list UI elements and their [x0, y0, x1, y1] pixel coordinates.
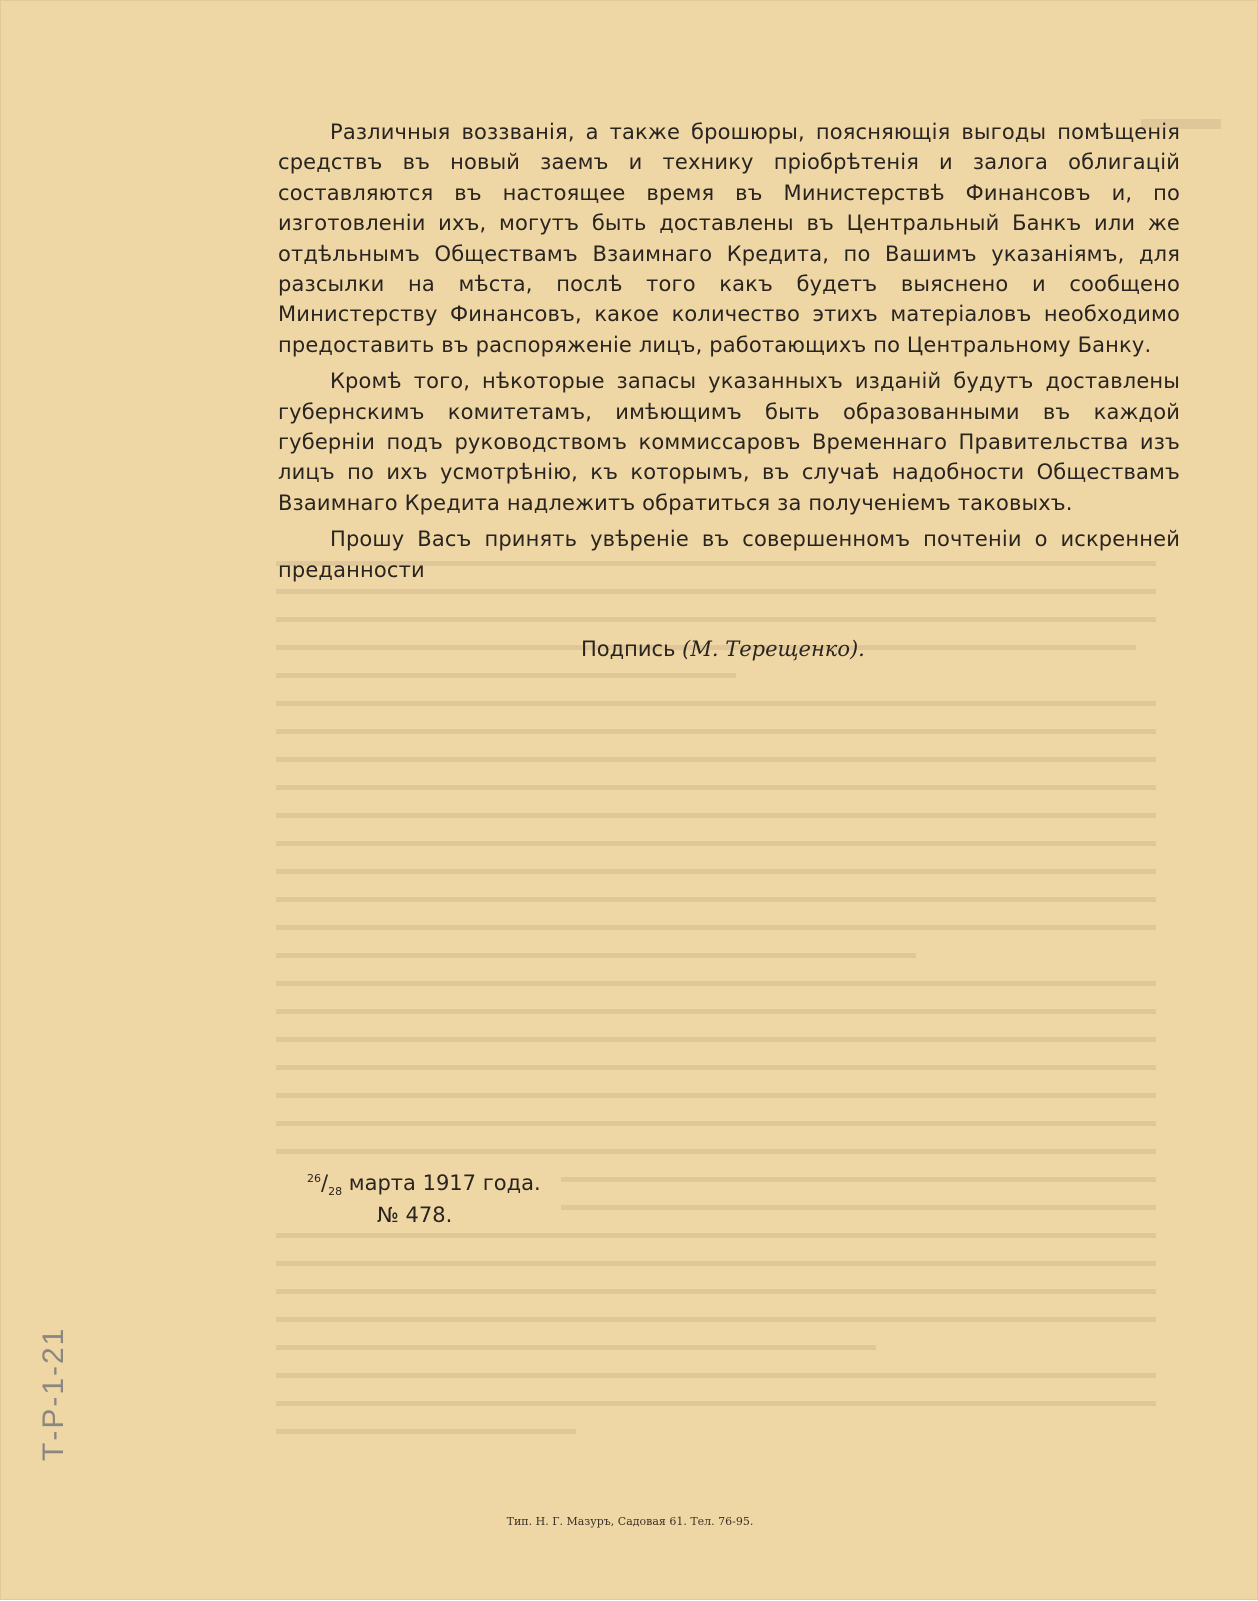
date-day-bottom: 28: [328, 1185, 343, 1199]
printer-imprint: Тип. Н. Г. Мазуръ, Садовая 61. Тел. 76-95.: [506, 1515, 754, 1528]
archive-mark-handwritten: Т-Р-1-21: [37, 1326, 70, 1461]
signature-name: (М. Терещенко).: [682, 637, 865, 661]
date-rest: марта 1917 года.: [348, 1171, 541, 1195]
paragraph-provincial-committees: Кромѣ того, нѣкоторые запасы указанныхъ изданій будутъ доставлены губернскимъ комитетамъ, имѣющимъ быть образованными въ каждой губерніи подъ руководствомъ коммиссаровъ Временнаго Правительства изъ лицъ по ихъ усмотрѣнію, къ которымъ, въ случаѣ надобности Обществамъ Взаимнаго Кредита надлежитъ обратиться за полученіемъ таковыхъ.: [278, 369, 1180, 515]
signature-label: Подпись: [581, 637, 676, 661]
document-number: № 478.: [377, 1203, 453, 1227]
date-day-top: 26: [307, 1172, 321, 1185]
date-line: $^{26}/_{28}$ марта 1917 года.: [307, 1171, 541, 1199]
signature-line: [581, 637, 865, 661]
paragraph-closing: Прошу Васъ принять увѣреніе въ совершенномъ почтеніи о искренней преданности: [278, 527, 1180, 582]
letter-body: [278, 117, 1180, 591]
paragraph-brochures: Различныя воззванія, а также брошюры, поясняющія выгоды помѣщенія средствъ въ новый заемъ и технику пріобрѣтенія и залога облигацій составляются въ настоящее время въ Министерствѣ Финансовъ и, по изготовленіи ихъ, могутъ быть доставлены въ Центральный Банкъ или же отдѣльнымъ Обществамъ Взаимнаго Кредита, по Вашимъ указаніямъ, для разсылки на мѣста, послѣ того какъ будетъ выяснено и сообщено Министерству Финансовъ, какое количество этихъ матеріаловъ необходимо предоставить въ распоряженіе лицъ, работающихъ по Центральному Банку.: [278, 120, 1180, 357]
